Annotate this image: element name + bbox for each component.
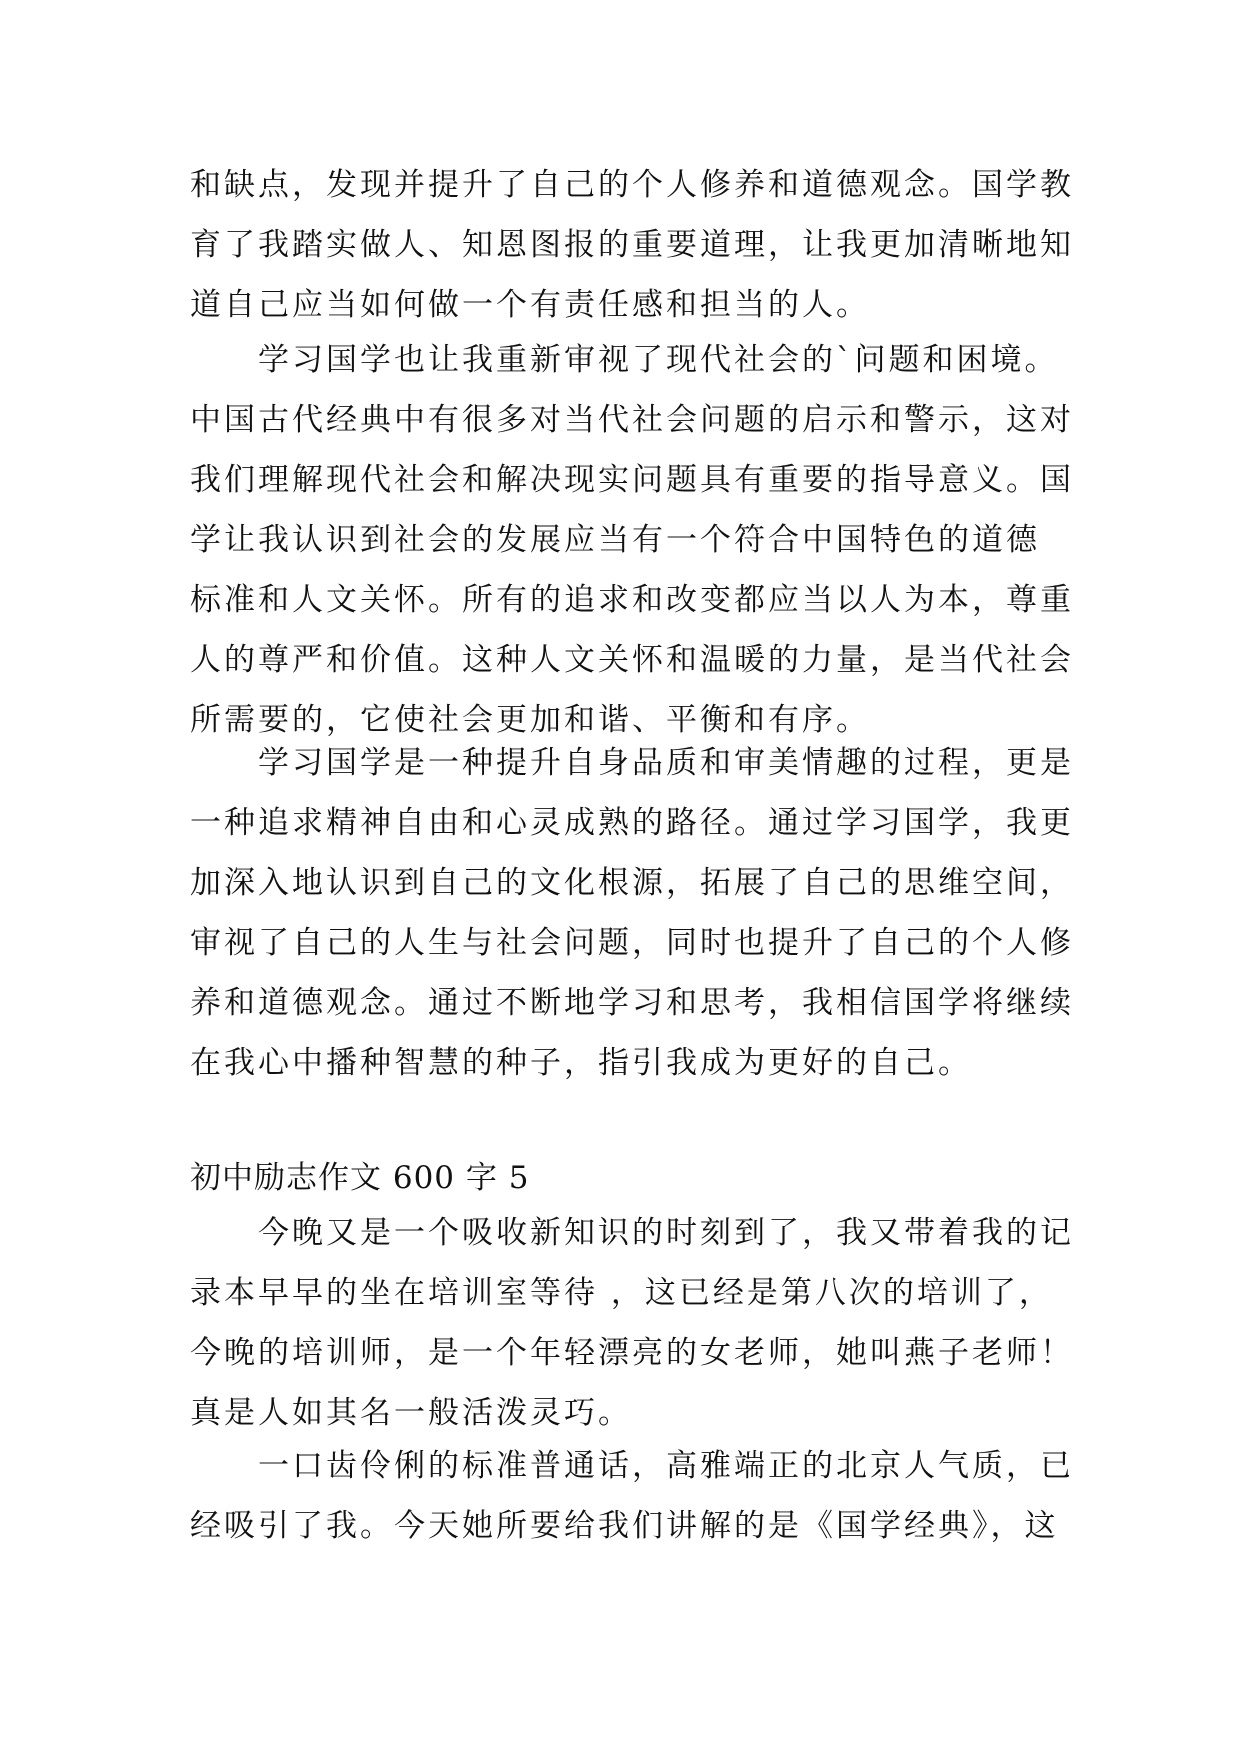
text-line: 道自己应当如何做一个有责任感和担当的人。 [190,287,870,323]
text-line: 中国古代经典中有很多对当代社会问题的启示和警示，这对 [190,402,1074,438]
text-line: 一口齿伶俐的标准普通话，高雅端正的北京人气质，已 [190,1448,1074,1484]
text-line: 养和道德观念。通过不断地学习和思考，我相信国学将继续 [190,985,1074,1021]
paragraph-5 [190,1436,1074,1556]
paragraph-4 [190,1203,1074,1443]
paragraph-3 [190,733,1074,1093]
text-line: 人的尊严和价值。这种人文关怀和温暖的力量，是当代社会 [190,642,1074,678]
text-line: 标准和人文关怀。所有的追求和改变都应当以人为本，尊重 [190,582,1074,618]
text-line: 所需要的，它使社会更加和谐、平衡和有序。 [190,702,870,738]
text-line: 今晚又是一个吸收新知识的时刻到了，我又带着我的记 [190,1215,1074,1251]
text-line: 学习国学是一种提升自身品质和审美情趣的过程，更是 [190,745,1074,781]
text-line: 学让我认识到社会的发展应当有一个符合中国特色的道德 [190,522,1040,558]
text-line: 我们理解现代社会和解决现实问题具有重要的指导意义。国 [190,462,1074,498]
paragraph-2 [190,330,1074,750]
section-heading: 初中励志作文 600 字 5 [190,1160,530,1196]
text-line: 审视了自己的人生与社会问题，同时也提升了自己的个人修 [190,925,1074,961]
text-line: 加深入地认识到自己的文化根源，拓展了自己的思维空间， [190,865,1074,901]
text-line: 经吸引了我。今天她所要给我们讲解的是《国学经典》，这 [190,1508,1059,1544]
paragraph-1 [190,155,1074,335]
text-line: 真是人如其名一般活泼灵巧。 [190,1395,632,1431]
text-line: 一种追求精神自由和心灵成熟的路径。通过学习国学，我更 [190,805,1074,841]
text-line: 录本早早的坐在培训室等待 ，这已经是第八次的培训了， [190,1275,1053,1311]
text-line: 在我心中播种智慧的种子，指引我成为更好的自己。 [190,1045,972,1081]
text-line: 育了我踏实做人、知恩图报的重要道理，让我更加清晰地知 [190,227,1074,263]
text-line: 和缺点，发现并提升了自己的个人修养和道德观念。国学教 [190,167,1074,203]
text-line: 学习国学也让我重新审视了现代社会的`问题和困境。 [190,342,1059,378]
text-line: 今晚的培训师，是一个年轻漂亮的女老师，她叫燕子老师！ [190,1335,1074,1371]
